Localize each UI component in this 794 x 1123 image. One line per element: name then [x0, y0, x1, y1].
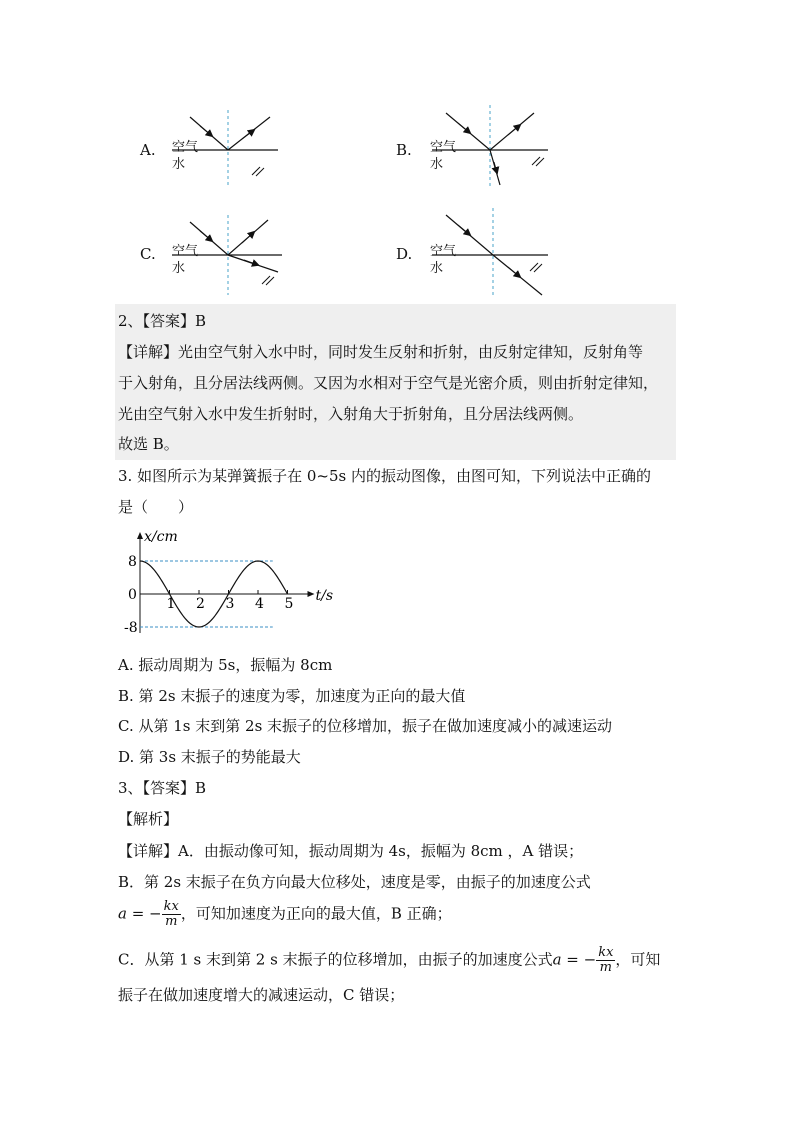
option-a-letter: A.: [140, 141, 156, 159]
q3-detail-b-line-2: [118, 900, 678, 936]
formula-c-denominator: m: [599, 960, 612, 975]
x-tick-label-1: 1: [166, 596, 176, 612]
x-tick-label-5: 5: [284, 596, 294, 612]
q2-detail-line-3: 光由空气射入水中发生折射时，入射角大于折射角，且分居法线两侧。: [118, 405, 584, 423]
diagram-c: [160, 210, 300, 300]
x-axis-arrow: [308, 591, 315, 597]
option-c-air-label: 空气: [172, 244, 199, 259]
option-c-letter: C.: [140, 245, 156, 263]
formula-c-prefix: a = −: [552, 950, 597, 969]
option-d-air-label: 空气: [430, 244, 457, 259]
q2-answer-line: 2、【答案】B: [118, 312, 207, 330]
x-axis-label: t/s: [315, 588, 334, 604]
option-a-air-label: 空气: [172, 140, 199, 155]
q3-analysis-label: 【解析】: [118, 810, 179, 828]
formula-b-prefix: a = −: [118, 904, 162, 923]
q2-detail-line-1: 【详解】光由空气射入水中时，同时发生反射和折射，由反射定律知，反射角等: [118, 343, 644, 361]
diagram-b: [420, 105, 560, 190]
x-tick-label-4: 4: [255, 596, 264, 612]
option-c-water-label: 水: [172, 261, 186, 276]
q2-detail-line-2: 于入射角，且分居法线两侧。又因为水相对于空气是光密介质，则由折射定律知，: [118, 374, 659, 392]
q3-stem-line-2: 是（ ）: [118, 498, 194, 516]
q3-answer-line: 3、【答案】B: [118, 779, 207, 797]
formula-c-fraction: [596, 946, 615, 975]
q3-option-c: C. 从第 1s 末到第 2s 末振子的位移增加，振子在做加速度减小的减速运动: [118, 717, 613, 735]
x-tick-label-2: 2: [196, 596, 205, 612]
detail-c-text: C．从第 1 s 末到第 2 s 末振子的位移增加，由振子的加速度公式: [118, 950, 553, 969]
y-tick-label-0: 8: [128, 554, 137, 570]
y-tick-label-1: 0: [128, 587, 137, 603]
vibration-chart: [118, 528, 348, 648]
formula-b-fraction: [162, 900, 181, 929]
formula-b-denominator: m: [165, 914, 178, 929]
y-axis-label: x/cm: [144, 529, 178, 545]
option-b-air-label: 空气: [430, 140, 457, 155]
option-a-water-label: 水: [172, 157, 186, 172]
q3-detail-a: 【详解】A．由振动像可知，振动周期为 4s，振幅为 8cm ，A 错误；: [118, 842, 584, 860]
diagram-d: [420, 205, 560, 300]
q3-detail-c-line-1: [118, 946, 678, 978]
q3-option-d: D. 第 3s 末振子的势能最大: [118, 748, 301, 766]
x-tick-label-3: 3: [225, 596, 235, 612]
q3-option-b: B. 第 2s 末振子的速度为零，加速度为正向的最大值: [118, 687, 466, 705]
y-tick-label-2: -8: [124, 620, 138, 636]
q3-detail-b-line-1: B．第 2s 末振子在负方向最大位移处，速度是零，由振子的加速度公式: [118, 873, 591, 891]
formula-c-numerator: kx: [598, 945, 614, 960]
q3-detail-c-line-2: 振子在做加速度增大的减速运动，C 错误；: [118, 986, 405, 1004]
formula-b-suffix: ，可知加速度为正向的最大值，B 正确；: [180, 904, 452, 923]
option-d-water-label: 水: [430, 261, 444, 276]
q3-stem-line-1: 3. 如图所示为某弹簧振子在 0~5s 内的振动图像，由图可知，下列说法中正确的: [118, 467, 651, 485]
option-b-water-label: 水: [430, 157, 444, 172]
option-b-letter: B.: [396, 141, 412, 159]
y-axis-arrow: [137, 532, 143, 539]
q2-detail-line-4: 故选 B。: [118, 435, 179, 453]
q3-option-a: A. 振动周期为 5s，振幅为 8cm: [118, 656, 333, 674]
diagram-a: [160, 105, 300, 190]
formula-b-numerator: kx: [163, 899, 179, 914]
formula-c-suffix: ，可知: [615, 950, 661, 969]
option-d-letter: D.: [396, 245, 413, 263]
